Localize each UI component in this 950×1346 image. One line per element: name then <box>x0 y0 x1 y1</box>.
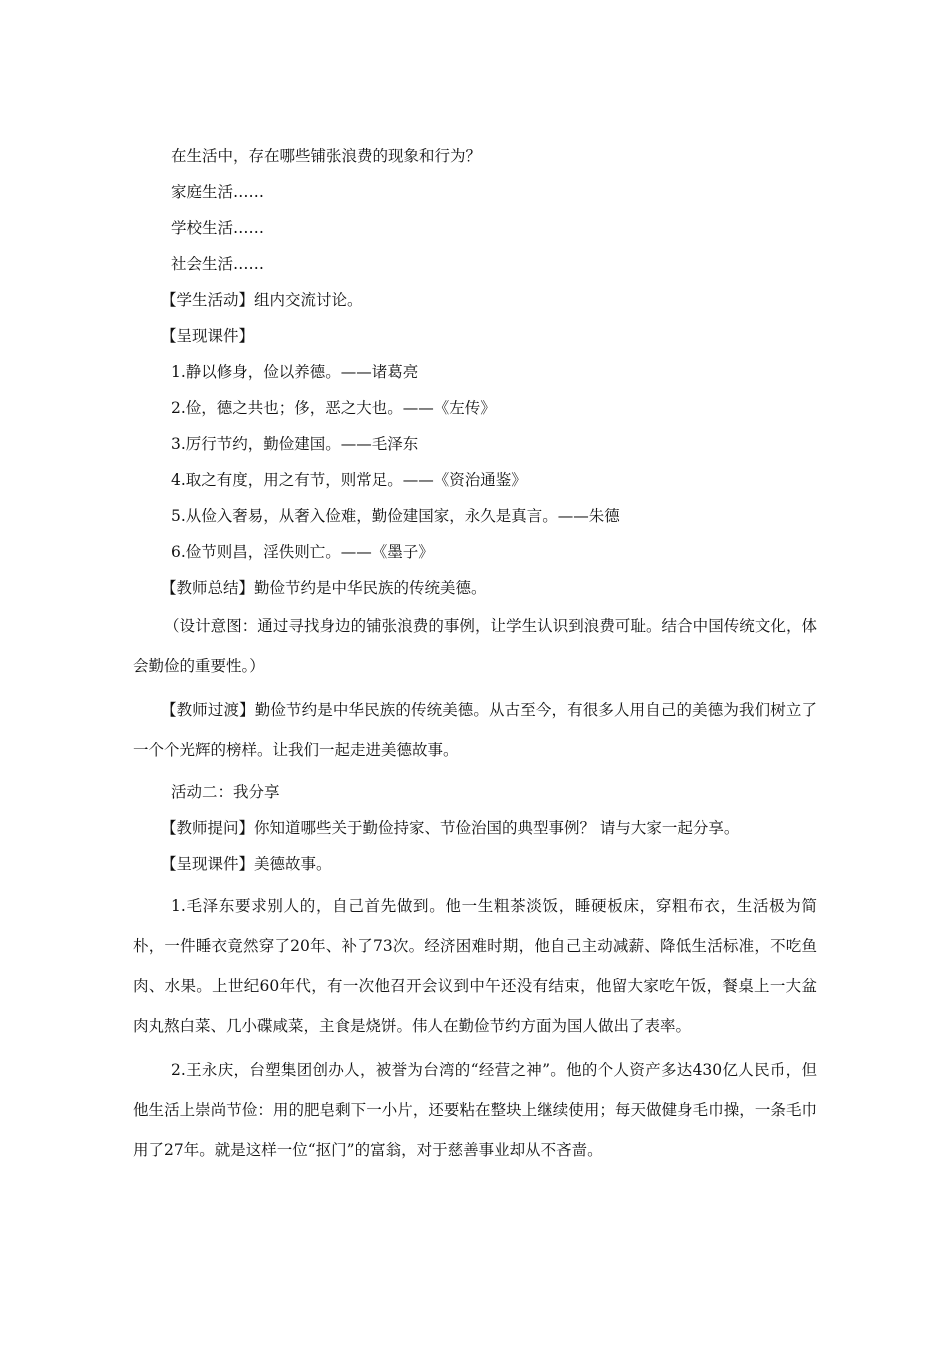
courseware-heading: 【呈现课件】 <box>161 327 255 345</box>
quote-1: 1.静以修身，俭以养德。——诸葛亮 <box>171 363 419 381</box>
teacher-transition-paragraph: 【教师过渡】勤俭节约是中华民族的传统美德。从古至今，有很多人用自己的美德为我们树立了一个个光辉的榜样。让我们一起走进美德故事。 <box>133 701 817 759</box>
design-intent-paragraph: （设计意图：通过寻找身边的铺张浪费的事例，让学生认识到浪费可耻。结合中国传统文化，体会勤俭的重要性。） <box>133 617 817 675</box>
activity-two-heading: 活动二：我分享 <box>171 783 280 801</box>
question-line: 在生活中，存在哪些铺张浪费的现象和行为？ <box>171 147 482 165</box>
story-2-paragraph: 2.王永庆，台塑集团创办人，被誉为台湾的“经营之神”。他的个人资产多达430亿人民币，但他生活上崇尚节俭：用的肥皂剩下一小片，还要粘在整块上继续使用；每天做健身毛巾操，一条毛巾用了27年。就是这样一位“抠门”的富翁，对于慈善事业却从不吝啬。 <box>133 1061 817 1159</box>
document-body <box>133 138 817 1170</box>
story-1-paragraph: 1.毛泽东要求别人的，自己首先做到。他一生粗茶淡饭，睡硬板床，穿粗布衣，生活极为简朴，一件睡衣竟然穿了20年、补了73次。经济困难时期，他自己主动减薪、降低生活标准，不吃鱼肉、水果。上世纪60年代，有一次他召开会议到中午还没有结束，他留大家吃午饭，餐桌上一大盆肉丸熬白菜、几小碟咸菜，主食是烧饼。伟人在勤俭节约方面为国人做出了表率。 <box>133 897 817 1035</box>
social-life-line: 社会生活…… <box>171 255 265 273</box>
quote-3: 3.厉行节约，勤俭建国。——毛泽东 <box>171 435 419 453</box>
quote-6: 6.俭节则昌，淫佚则亡。——《墨子》 <box>171 543 434 561</box>
teacher-summary: 【教师总结】勤俭节约是中华民族的传统美德。 <box>161 579 487 597</box>
family-life-line: 家庭生活…… <box>171 183 265 201</box>
courseware-stories-line: 【呈现课件】美德故事。 <box>161 855 332 873</box>
quote-2: 2.俭，德之共也；侈，恶之大也。——《左传》 <box>171 399 496 417</box>
quote-5: 5.从俭入奢易，从奢入俭难，勤俭建国家，永久是真言。——朱德 <box>171 507 620 525</box>
student-activity-line: 【学生活动】组内交流讨论。 <box>161 291 363 309</box>
teacher-question-line: 【教师提问】你知道哪些关于勤俭持家、节俭治国的典型事例？ 请与大家一起分享。 <box>161 819 740 837</box>
school-life-line: 学校生活…… <box>171 219 265 237</box>
quote-4: 4.取之有度，用之有节，则常足。——《资治通鉴》 <box>171 471 527 489</box>
